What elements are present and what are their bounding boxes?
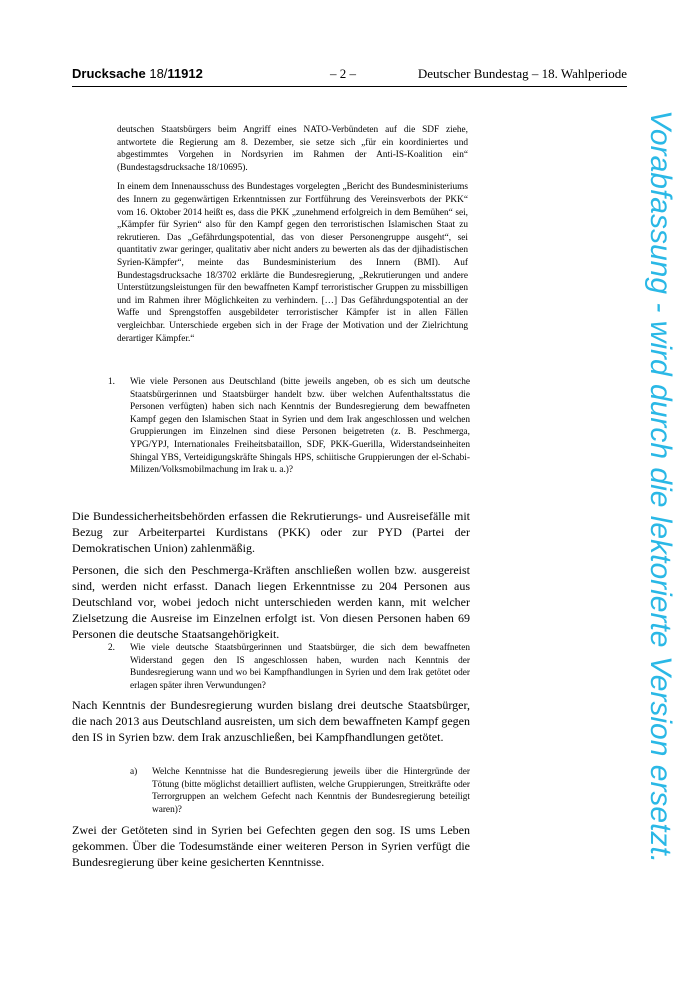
- answer-2a: [72, 822, 470, 876]
- preamble-paragraph: In einem dem Innenausschuss des Bundestages vorgelegten „Bericht des Bundesministeriums des Innern zu gegenwärtigen Erkenntnissen zur Fortführung des Vereinsverbots der PKK“ vom 16. Oktober 2014 heißt es, dass die PKK „zunehmend erfolgreich in dem Bemühen“ sei, „Kämpfer für Syrien“ also für den Kampf gegen den terroristischen Islamischen Staat zu rekrutieren. Das „Gefährdungspotential, das von dieser Personengruppe ausgeht“, sei quantitativ zwar geringer, qualitativ aber nicht anders zu bewerten als das der djihadistischen Syrien-Kämpfer“, meinte das Bundesministerium des Innern (BMI). Auf Bundestagsdrucksache 18/3702 erklärte die Bundesregierung, „Rekrutierungen und andere Unterstützungsleistungen für den bewaffneten Kampf terroristischer Gruppen zu missbilligen und im Rahmen ihrer Möglichkeiten zu verhindern. […] Das Gefährdungspotential an der Waffe und Sprengstoffen ausgebildeter terroristischer Kämpfer ist in allen Fällen vergleichbar. Unterschiede ergeben sich in der Frage der Motivation und der Zielrichtung derartiger Kämpfer.“: [117, 182, 468, 344]
- document-type-label: Drucksache 18/11912: [72, 66, 203, 81]
- answer-paragraph: Zwei der Getöteten sind in Syrien bei Gefechten gegen den sog. IS ums Leben gekommen. Über die Todesumstände einer weiteren Person in Syrien verfügt die Bundesregierung über keine gesicherten Kenntnisse.: [72, 823, 470, 869]
- answer-paragraph: Nach Kenntnis der Bundesregierung wurden bislang drei deutsche Staatsbürger, die nach 2013 aus Deutschland ausreisten, um sich dem bewaffneten Kampf gegen den IS in Syrien bzw. dem Irak anzuschließen, bei Kampfhandlungen getötet.: [72, 698, 470, 744]
- answer-paragraph: Personen, die sich den Peschmerga-Kräften anschließen wollen bzw. ausgereist sind, werden nicht erfasst. Danach liegen Erkenntnisse zu 204 Personen aus Deutschland vor, wobei jedoch nicht unterschieden werden kann, mit welcher Zielsetzung die Ausreise im Einzelnen erfolgt ist. Von diesen Personen haben 69 Personen die deutsche Staatsangehörigkeit.: [72, 563, 470, 641]
- question-text: Welche Kenntnisse hat die Bundesregierung jeweils über die Hintergründe der Tötung (bitte möglichst detailliert auflisten, welche Gruppierungen, Streitkräfte oder Terrorgruppen an welchem Gefecht nach Kenntnis der Bundesregierung beteiligt waren)?: [152, 767, 470, 815]
- answer-2: [72, 697, 470, 751]
- answer-1: [72, 508, 470, 648]
- question-text: Wie viele deutsche Staatsbürgerinnen und Staatsbürger, die sich dem bewaffneten Widerstand gegen den IS angeschlossen haben, wurden nach Kenntnis der Bundesregierung wann und wo bei Kampfhandlungen in Syrien und dem Irak getötet oder erlagen später ihren Verwundungen?: [130, 643, 470, 691]
- answer-paragraph: Die Bundessicherheitsbehörden erfassen die Rekrutierungs- und Ausreisefälle mit Bezug zur Arbeiterpartei Kurdistans (PKK) oder zur PYD (Partei der Demokratischen Union) zahlenmäßig.: [72, 509, 470, 555]
- document-number: 18/11912: [149, 66, 203, 81]
- parliament-period: Deutscher Bundestag – 18. Wahlperiode: [417, 66, 627, 81]
- page-header: [72, 66, 627, 87]
- preamble-paragraph: deutschen Staatsbürgers beim Angriff eines NATO-Verbündeten auf die SDF ziehe, antwortete die Regierung am 8. Dezember, sie setze sich „für ein koordiniertes und abgestimmtes Vorgehen in Nordsyrien im Rahmen der Anti-IS-Koalition ein“ (Bundestagsdrucksache 18/10695).: [117, 125, 468, 173]
- page-number: – 2 –: [330, 66, 356, 81]
- question-number: 2.: [108, 643, 115, 653]
- watermark-vertical: Vorabfassung - wird durch die lektorierte Version ersetzt.: [644, 110, 677, 864]
- question-1: [108, 376, 470, 477]
- question-number: a): [130, 767, 138, 777]
- question-2a: [130, 766, 470, 816]
- question-number: 1.: [108, 377, 115, 387]
- preamble-quote: [117, 124, 468, 352]
- question-text: Wie viele Personen aus Deutschland (bitte jeweils angeben, ob es sich um deutsche Staatsbürgerinnen und Staatsbürger handelt bzw. über welchen Aufenthaltsstatus die Personen verfügten) haben sich nach Kenntnis der Bundesregierung dem bewaffneten Kampf gegen den Islamischen Staat in Syrien und dem Irak angeschlossen und welchen Gruppierungen im Einzelnen sind diese Personen beigetreten (z. B. Peschmerga, YPG/YPJ, Internationales Freiheitsbataillon, SDF, PKK-Guerilla, Widerstandseinheiten Shingal YBS, Verteidigungskräfte Shingals HPS, schiitische Gruppierungen der el-Schabi-Milizen/Volksmobilmachung im Irak u. a.)?: [130, 377, 470, 476]
- question-2: [108, 642, 470, 692]
